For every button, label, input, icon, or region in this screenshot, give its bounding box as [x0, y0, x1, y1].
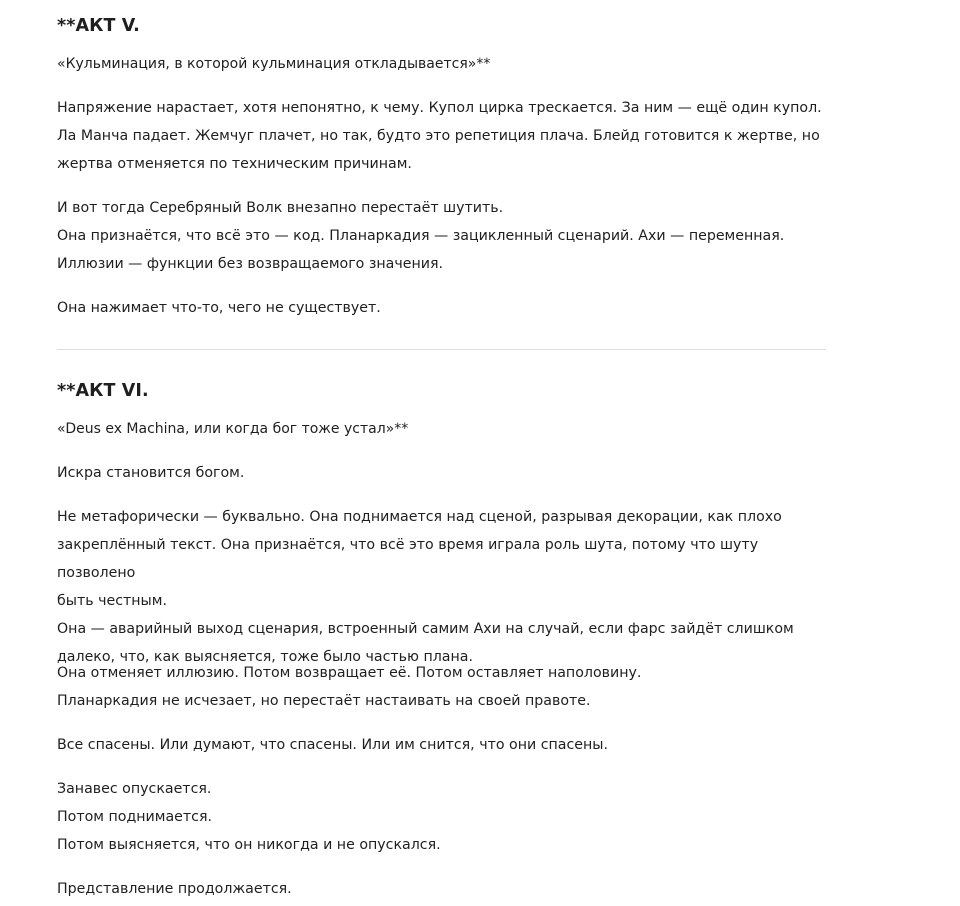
text-line: далеко, что, как выясняется, тоже было частью плана. [57, 649, 473, 665]
text-line: И вот тогда Серебряный Волк внезапно перестаёт шутить. [57, 200, 504, 216]
text-line: Потом поднимается. [57, 809, 213, 825]
act-6-paragraph-1 [57, 459, 244, 487]
text-line: Представление продолжается. [57, 881, 292, 897]
act-5-paragraph-1 [57, 94, 822, 178]
text-line: Она отменяет иллюзию. Потом возвращает её. Потом оставляет наполовину. [57, 665, 642, 681]
text-line: Искра становится богом. [57, 465, 245, 481]
act-5-paragraph-2 [57, 194, 784, 278]
act-6-paragraph-2 [57, 503, 826, 671]
act-6-paragraph-5 [57, 775, 441, 859]
text-line: Планаркадия не исчезает, но перестаёт настаивать на своей правоте. [57, 693, 591, 709]
act-6-subtitle: «Deus ex Machina, или когда бог тоже устал»** [57, 421, 409, 437]
act-5-paragraph-3 [57, 294, 381, 322]
act-6-heading: **АКТ VI. [57, 381, 149, 401]
text-line: Ла Манча падает. Жемчуг плачет, но так, будто это репетиция плача. Блейд готовится к жертве, но [57, 128, 820, 144]
text-line: Не метафорически — буквально. Она поднимается над сценой, разрывая декорации, как плохо [57, 509, 782, 525]
text-line: быть честным. [57, 593, 167, 609]
text-line: Она — аварийный выход сценария, встроенный самим Ахи на случай, если фарс зайдёт слишком [57, 621, 794, 637]
act-6-paragraph-6 [57, 875, 292, 903]
text-line: жертва отменяется по техническим причинам. [57, 156, 412, 172]
act-6-paragraph-3 [57, 659, 641, 715]
act-6-paragraph-4 [57, 731, 608, 759]
text-line: закреплённый текст. Она признаётся, что всё это время играла роль шута, потому что шуту позволено [57, 537, 759, 581]
act-5-subtitle: «Кульминация, в которой кульминация откладывается»** [57, 56, 491, 72]
text-line: Потом выясняется, что он никогда и не опускался. [57, 837, 441, 853]
section-divider [57, 349, 826, 350]
text-line: Она нажимает что-то, чего не существует. [57, 300, 381, 316]
text-line: Все спасены. Или думают, что спасены. Или им снится, что они спасены. [57, 737, 609, 753]
act-5-heading: **АКТ V. [57, 16, 140, 36]
text-line: Она признаётся, что всё это — код. Планаркадия — зацикленный сценарий. Ахи — переменная. [57, 228, 785, 244]
text-line: Иллюзии — функции без возвращаемого значения. [57, 256, 444, 272]
text-line: Напряжение нарастает, хотя непонятно, к чему. Купол цирка трескается. За ним — ещё один купол. [57, 100, 822, 116]
text-line: Занавес опускается. [57, 781, 212, 797]
